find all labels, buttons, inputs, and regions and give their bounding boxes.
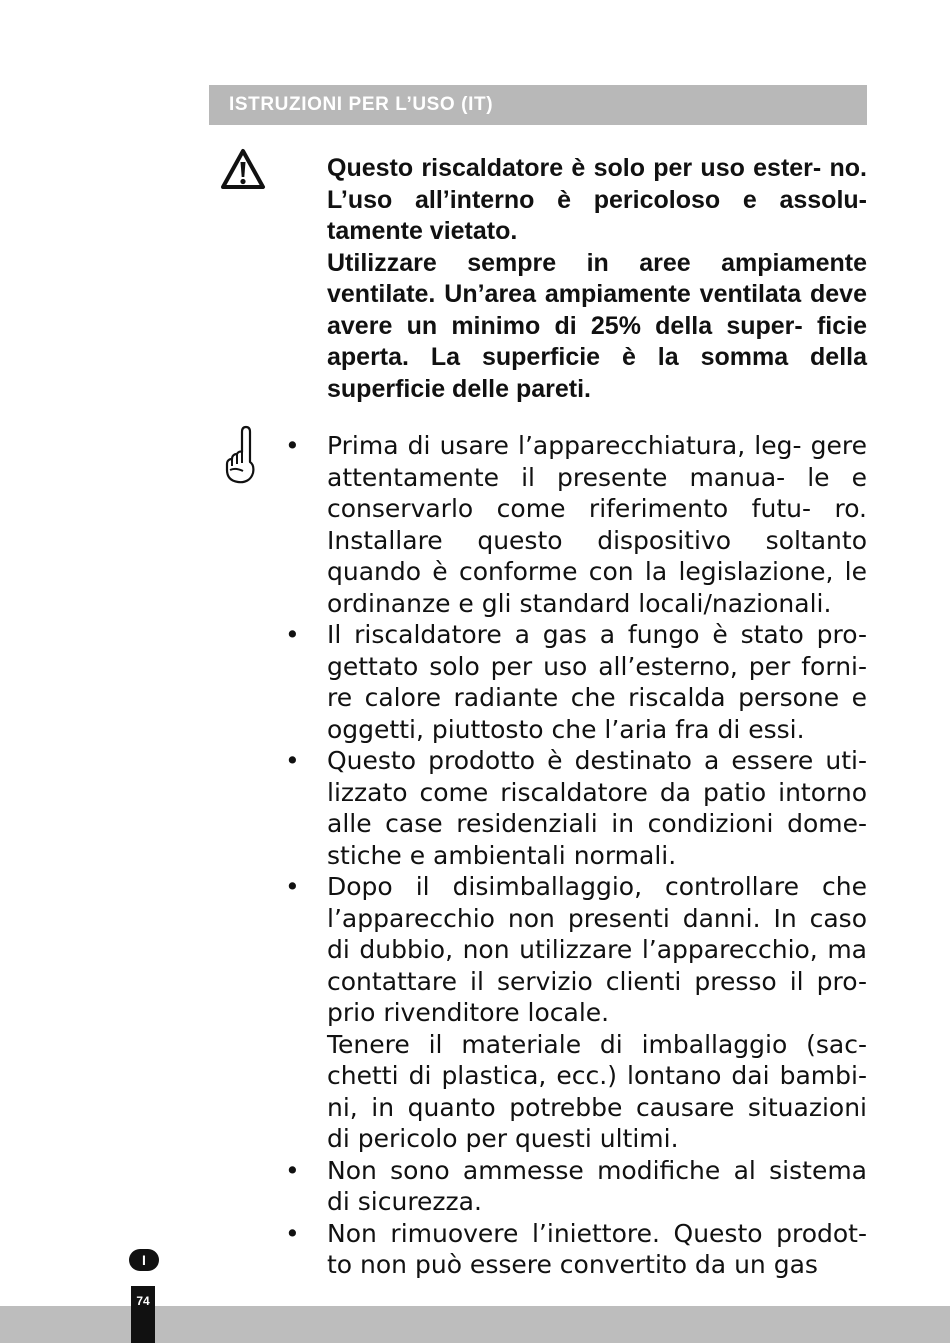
list-item-paragraph: Il riscaldatore a gas a fungo è stato pro- gettato solo per uso all’esterno, per forni- re calore radiante che riscalda persone e oggetti, piuttosto che l’aria fra di essi. <box>327 620 867 744</box>
bullet: • <box>285 746 300 775</box>
list-item-paragraph: Non sono ammesse modifiche al sistema di sicurezza. <box>327 1155 867 1216</box>
bullet: • <box>285 431 300 460</box>
list-item-paragraph: Non rimuovere l’iniettore. Questo prodot- to non può essere convertito da un gas <box>327 1218 867 1279</box>
warning-text <box>327 153 867 405</box>
list-item-text <box>327 430 867 619</box>
language-badge: I <box>129 1249 159 1271</box>
warning-paragraph: Questo riscaldatore è solo per uso ester- no. L’uso all’interno è pericoloso e assolu- tamente vietato. <box>327 154 867 245</box>
section-title: ISTRUZIONI PER L’USO (IT) <box>229 94 494 115</box>
list-item <box>0 871 950 1155</box>
page-number-tab <box>131 1286 155 1343</box>
list-item-paragraph: Dopo il disimballaggio, controllare che l’apparecchio non presenti danni. In caso di dubbio, non utilizzare l’apparecchio, ma contattare il servizio clienti presso il pro- prio rivenditore locale. <box>327 872 867 1027</box>
list-item-text <box>327 1155 867 1218</box>
bullet: • <box>285 872 300 901</box>
warning-triangle-icon <box>220 148 266 190</box>
bullet: • <box>285 620 300 649</box>
list-item <box>0 619 950 745</box>
list-item-paragraph: Questo prodotto è destinato a essere uti- lizzato come riscaldatore da patio intorno alle case residenziali in condizioni dome- stiche e ambientali normali. <box>327 746 867 870</box>
section-header-bar <box>209 85 867 125</box>
list-item-text <box>327 871 867 1155</box>
bullet: • <box>285 1218 300 1248</box>
bullet: • <box>285 1155 300 1185</box>
list-item-paragraph: Tenere il materiale di imballaggio (sac- chetti di plastica, ecc.) lontano dai bambi- ni, in quanto potrebbe causare situazioni di pericolo per questi ultimi. <box>327 1029 867 1153</box>
list-item-paragraph: Prima di usare l’apparecchiatura, leg- gere attentamente il presente manua- le e conservarlo come riferimento futu- ro. Installare questo dispositivo soltanto quando è conforme con la legislazione, le ordinanze e gli standard locali/nazionali. <box>327 431 867 618</box>
page-number: 74 <box>136 1294 150 1308</box>
list-item-text <box>327 1218 867 1281</box>
list-item-text <box>327 745 867 871</box>
list-item <box>0 745 950 871</box>
list-item-text <box>327 619 867 745</box>
warning-paragraph: Utilizzare sempre in aree ampiamente ventilate. Un’area ampiamente ventilata deve avere un minimo di 25% della super- ficie aperta. La superficie è la somma della superficie delle pareti. <box>327 248 867 403</box>
list-item <box>0 1155 950 1218</box>
instructions-list <box>0 430 950 1281</box>
list-item <box>0 430 950 619</box>
